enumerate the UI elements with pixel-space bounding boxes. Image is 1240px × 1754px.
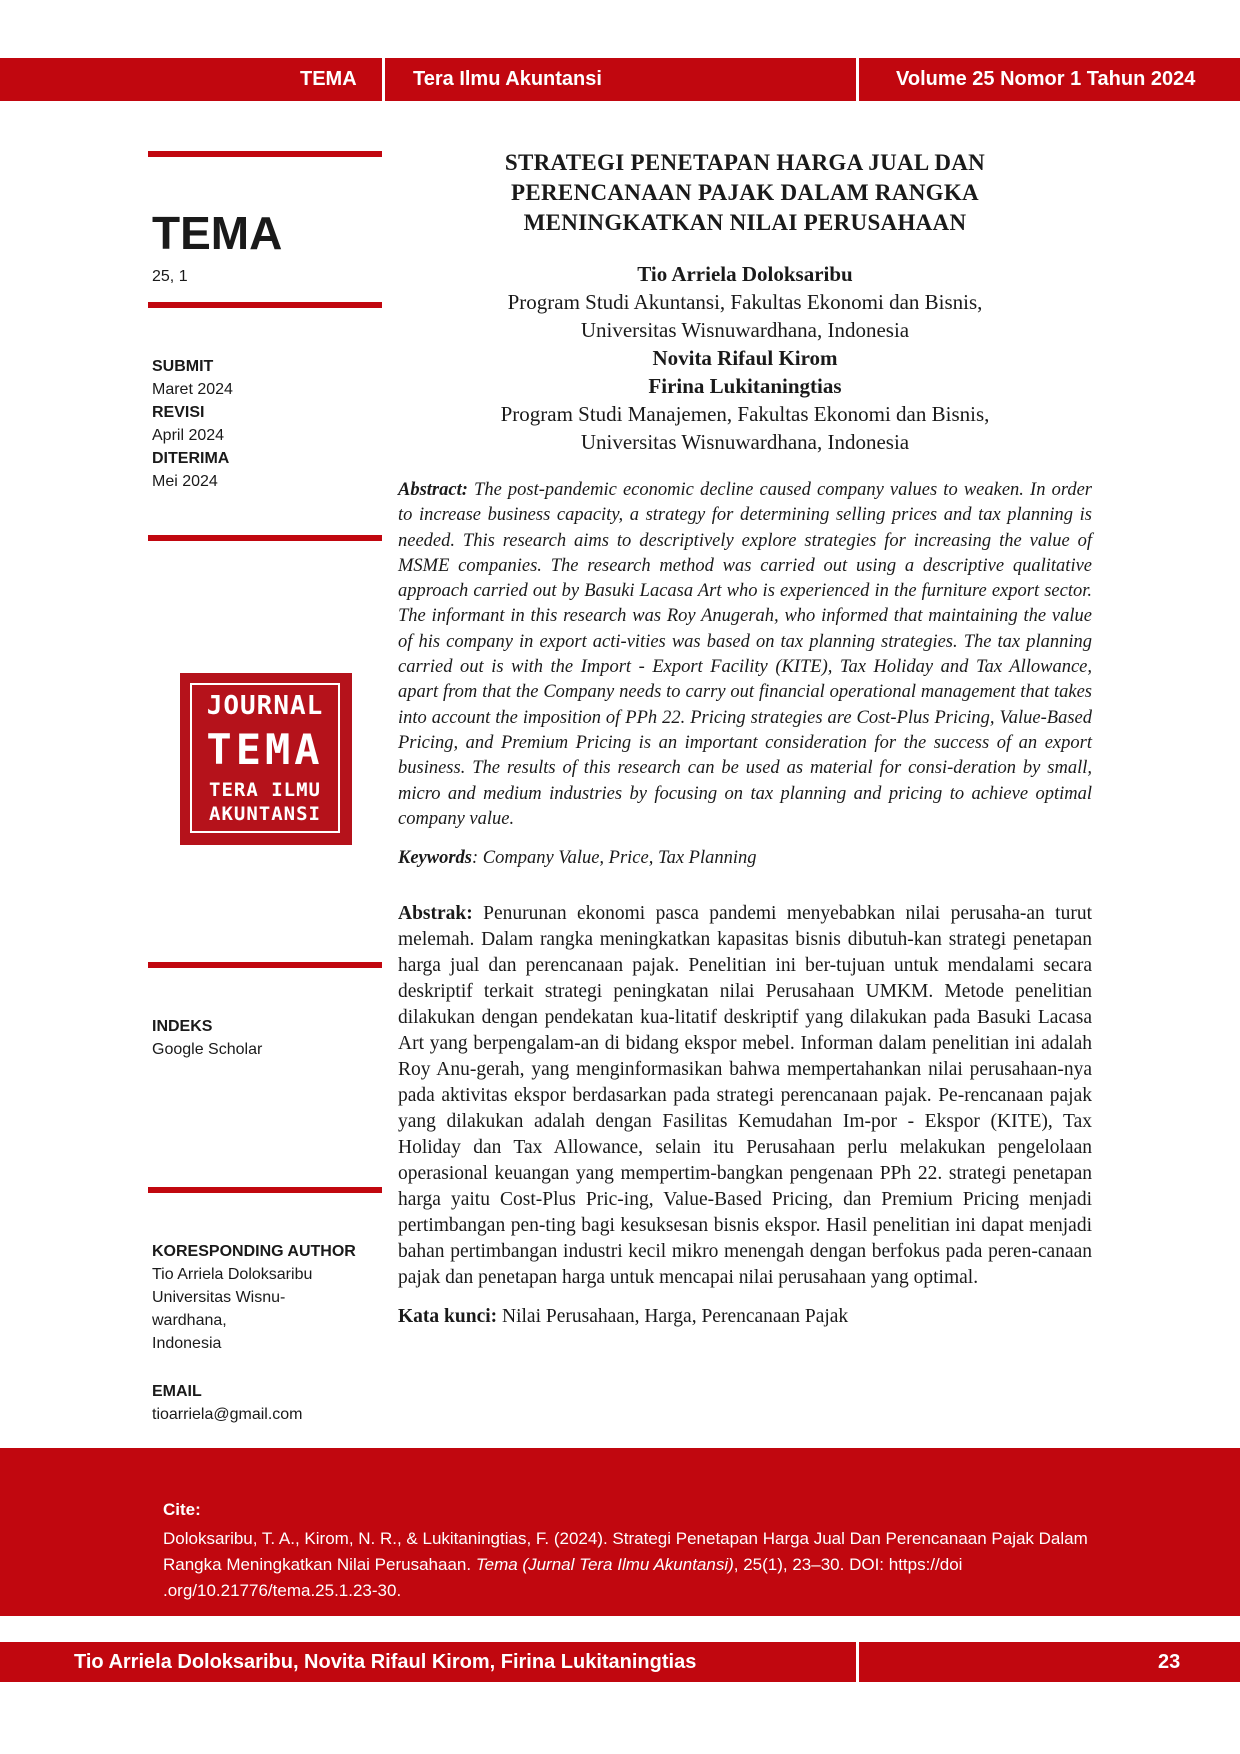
- author-affiliation: Program Studi Akuntansi, Fakultas Ekonomi dan Bisnis,: [507, 290, 983, 314]
- abstract-en-label: Abstract:: [398, 480, 468, 500]
- title-line: STRATEGI PENETAPAN HARGA JUAL DAN: [504, 150, 986, 175]
- revisi-label: REVISI: [152, 404, 205, 421]
- sidebar-journal-name: TEMA: [152, 207, 283, 259]
- sidebar-rule: [148, 302, 382, 308]
- footer-separator: [856, 1642, 859, 1682]
- top-header-bar: [0, 58, 1240, 101]
- sidebar-rule: [148, 962, 382, 968]
- abstract-id-label: Abstrak:: [398, 903, 473, 925]
- logo-text-journal: JOURNAL: [206, 691, 324, 721]
- title-line: MENINGKATKAN NILAI PERUSAHAAN: [523, 210, 967, 235]
- corr-country: Indonesia: [152, 1335, 222, 1352]
- author-name: Firina Lukitaningtias: [648, 374, 842, 398]
- sidebar-rule: [148, 535, 382, 541]
- indeks-value: Google Scholar: [152, 1041, 263, 1058]
- author-name: Tio Arriela Doloksaribu: [637, 262, 853, 286]
- author-affiliation: Universitas Wisnuwardhana, Indonesia: [580, 318, 910, 342]
- logo-frame: [190, 683, 340, 833]
- corr-univ-1: Universitas Wisnu-: [152, 1289, 286, 1306]
- header-separator: [382, 58, 385, 101]
- keywords-english: [398, 846, 1092, 871]
- cite-text-main: Doloksaribu, T. A., Kirom, N. R., & Lukitaningtias, F. (2024). Strategi Penetapan Harga Jual Dan Perencanaan Pajak Dalam Rangka Meningkatkan Nilai Perusahaan.: [163, 1529, 1088, 1574]
- author-name: Novita Rifaul Kirom: [652, 346, 838, 370]
- header-journal-short: TEMA: [300, 68, 357, 90]
- keywords-id-text: Nilai Perusahaan, Harga, Perencanaan Pajak: [497, 1306, 849, 1328]
- footer-bar: [0, 1642, 1240, 1682]
- keywords-id-label: Kata kunci:: [398, 1306, 498, 1328]
- sidebar-volume-issue: 25, 1: [152, 268, 188, 285]
- journal-logo: [180, 673, 352, 845]
- logo-text-tema: TEMA: [206, 725, 324, 774]
- abstract-indonesian: [398, 901, 1092, 1291]
- email-label: EMAIL: [152, 1383, 202, 1400]
- footer-authors: Tio Arriela Doloksaribu, Novita Rifaul Kirom, Firina Lukitaningtias: [74, 1651, 697, 1673]
- submit-date: Maret 2024: [152, 381, 233, 398]
- author-affiliation: Universitas Wisnuwardhana, Indonesia: [580, 430, 910, 454]
- citation-box: [0, 1448, 1240, 1616]
- sidebar-corresponding: [152, 1240, 356, 1355]
- logo-text-tera-ilmu: TERA ILMU: [209, 779, 321, 801]
- sidebar-rule: [148, 1187, 382, 1193]
- indeks-label: INDEKS: [152, 1018, 213, 1035]
- revisi-date: April 2024: [152, 427, 225, 444]
- header-journal-full: Tera Ilmu Akuntansi: [413, 68, 602, 90]
- title-line: PERENCANAAN PAJAK DALAM RANGKA: [511, 180, 979, 205]
- corr-label: KORESPONDING AUTHOR: [152, 1243, 356, 1260]
- sidebar-rule: [148, 151, 382, 157]
- article-main: [398, 148, 1092, 1330]
- sidebar-email: [152, 1380, 303, 1426]
- cite-text: [163, 1526, 1113, 1604]
- diterima-label: DITERIMA: [152, 450, 230, 467]
- header-separator: [856, 58, 859, 101]
- header-volume-info: Volume 25 Nomor 1 Tahun 2024: [896, 68, 1196, 90]
- keywords-en-label: Keywords: [398, 848, 472, 869]
- abstract-id-text: Penurunan ekonomi pasca pandemi menyebabkan nilai perusaha-an turut melemah. Dalam rangka meningkatkan kapasitas bisnis dibutuh-kan strategi penetapan harga jual dan perencanaan pajak. Penelitian ini ber-tujuan untuk mendalami secara deskriptif terkait strategi peningkatan nilai Perusahaan UMKM. Metode penelitian dilakukan dengan pendekatan kua-litatif deskriptif yang dilakukan pada Basuki Lacasa Art yang berpengalam-an di bidang ekspor mebel. Informan dalam penelitian ini adalah Roy Anu-gerah, yang menginformasikan bahwa mempertahankan nilai perusahaan-nya pada aktivitas ekspor berdasarkan pada strategi perencanaan pajak. Pe-rencanaan pajak yang dilakukan adalah dengan Fasilitas Kemudahan Im-por - Ekspor (KITE), Tax Holiday dan Tax Allowance, selain itu Perusahaan perlu melakukan pengelolaan operasional keuangan yang mempertim-bangkan pengenaan PPh 22. strategi penetapan harga yaitu Cost-Plus Pric-ing, Value-Based Pricing, dan Premium Pricing menjadi pertimbangan pen-ting bagi kesuksesan bisnis ekspor. Hasil penelitian ini dapat menjadi bahan pertimbangan industri kecil mikro menengah dengan berfokus pada peren-canaan pajak dan penetapan harga untuk mencapai nilai perusahaan yang optimal.: [398, 903, 1093, 1289]
- article-title: [398, 148, 1092, 238]
- corr-univ-2: wardhana,: [152, 1312, 227, 1329]
- sidebar-dates: [152, 355, 233, 493]
- corr-name: Tio Arriela Doloksaribu: [152, 1266, 313, 1283]
- keywords-en-text: : Company Value, Price, Tax Planning: [472, 848, 757, 869]
- keywords-indonesian: [398, 1304, 1092, 1330]
- page-number: 23: [1158, 1651, 1181, 1673]
- abstract-english: [398, 478, 1092, 832]
- abstract-en-text: The post-pandemic economic decline caused company values to weaken. In order to increase business capacity, a strategy for determining selling prices and tax planning is needed. This research aims to descriptively explore strategies for increasing the value of MSME companies. The research method was carried out using a descriptive qualitative approach carried out by Basuki Lacasa Art who is experienced in the furniture export sector. The informant in this research was Roy Anugerah, who informed that maintaining the value of his company in export acti-vities was based on tax planning strategies. The tax planning carried out is with the Import - Export Facility (KITE), Tax Holiday and Tax Allowance, apart from that the Company needs to carry out financial operational management that takes into account the imposition of PPh 22. Pricing strategies are Cost-Plus Pricing, Value-Based Pricing, and Premium Pricing is an important consideration for the success of an export business. The results of this research can be used as material for consi-deration by small, micro and medium industries by focusing on tax planning and pricing to achieve optimal company value.: [398, 480, 1093, 829]
- author-affiliation: Program Studi Manajemen, Fakultas Ekonomi dan Bisnis,: [500, 402, 990, 426]
- logo-text-akuntansi: AKUNTANSI: [209, 803, 321, 825]
- cite-label: Cite:: [163, 1500, 201, 1519]
- sidebar-indeks: [152, 1015, 262, 1061]
- submit-label: SUBMIT: [152, 358, 214, 375]
- cite-text-doi[interactable]: , 25(1), 23–30. DOI: https://doi .org/10.21776/tema.25.1.23-30.: [163, 1555, 963, 1600]
- diterima-date: Mei 2024: [152, 473, 218, 490]
- email-value[interactable]: tioarriela@gmail.com: [152, 1406, 303, 1423]
- cite-journal: Tema (Jurnal Tera Ilmu Akuntansi): [475, 1555, 734, 1574]
